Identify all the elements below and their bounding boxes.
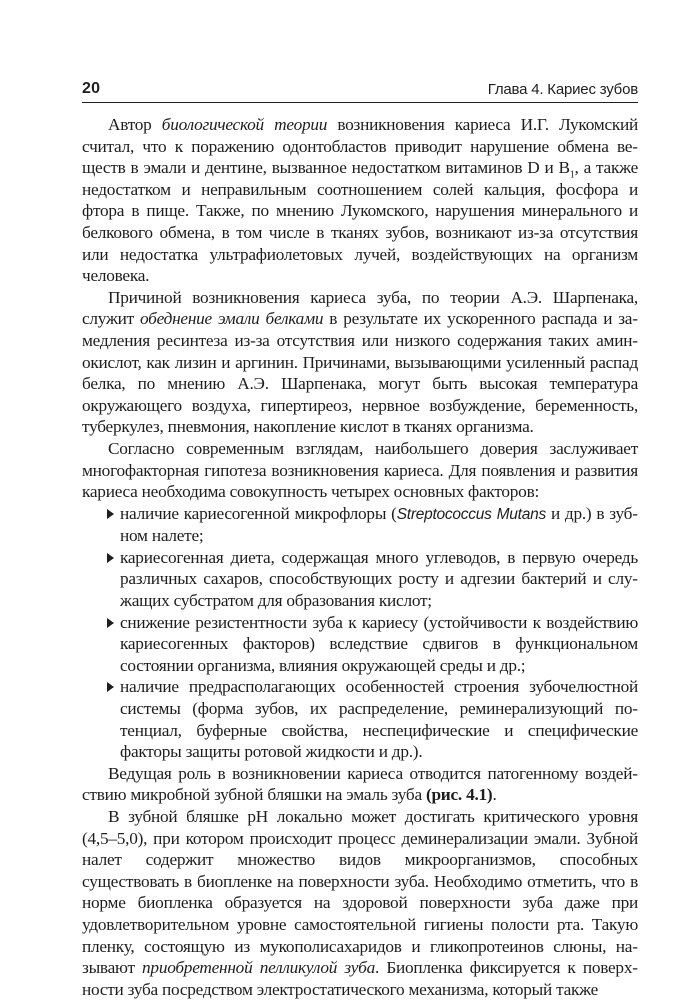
paragraph-sharpenak-theory	[82, 287, 638, 438]
page-header	[82, 78, 638, 103]
figure-reference: (рис. 4.1)	[425, 785, 493, 805]
triangle-bullet-icon	[107, 553, 114, 563]
text-run: Автор	[108, 115, 162, 134]
list-item	[82, 676, 638, 762]
text-run: и др.) в зубном налете;	[120, 503, 638, 546]
text-run: наличие предрасполагающих особенностей строения зубочелюстной системы (форма зубов, их распределение, реминерализующий потенциал, буферные свойства, неспецифические и специфические факторы защиты ротовой жидкости и др.).	[120, 677, 638, 762]
text-run: в результате их ускоренного распада и замедления ресинтеза из-за отсутствия или низкого содержания таких аминокислот, как лизин и аргинин. Причинами, вызывающими усиленный распад белка, по мнению А.Э. Шарпенака, могут быть высокая температура окружающего воздуха, гипертиреоз, нервное возбуждение, беременность, туберкулез, пневмония, накопление кислот в тканях организма.	[82, 309, 638, 437]
page-number: 20	[82, 80, 101, 97]
italic-term: приобретенной пелликулой зуба	[142, 958, 375, 978]
text-run: Причиной возникновения кариеса зуба, по теории А.Э. Шарпенака, служит	[82, 287, 638, 329]
paragraph-biological-theory	[82, 114, 638, 287]
paragraph-multifactor-hypothesis: Согласно современным взглядам, наибольшего доверия заслуживает многофакторная гипотеза возникновения кариеса. Для появления и развития кариеса необходима совокупность четырех основных факторов:	[82, 438, 638, 502]
running-title: Глава 4. Кариес зубов	[487, 81, 638, 98]
paragraph-dental-plaque	[82, 806, 638, 1000]
triangle-bullet-icon	[107, 509, 114, 519]
triangle-bullet-icon	[107, 682, 114, 692]
text-run: наличие кариесогенной микрофлоры (	[120, 503, 397, 523]
triangle-bullet-icon	[107, 618, 114, 628]
text-run: снижение резистентности зуба к кариесу (устойчивости к воздействию кариесогенных факторов) вследствие сдвигов в функциональном состоянии организма, влияния окружающей среды и др.;	[120, 612, 638, 675]
list-item	[82, 612, 638, 677]
text-run: .	[492, 785, 497, 805]
text-run: возникновения кариеса И.Г. Лукомский считал, что к поражению одонтобластов приводит нарушение обмена веществ в эмали и дентине, вызванное недостатком витаминов D и B	[82, 115, 639, 178]
text-run: В зубной бляшке pH локально может достигать критического уровня (4,5–5,0), при котором происходит процесс деминерализации эмали. Зубной налет содержит множество видов микроорганизмов, способных существовать в биопленке на поверхности зуба. Необходимо отметить, что в норме биопленка образуется на здоровой поверхности зуба даже при удовлетворительном уровне самостоятельной гигиены полости рта. Такую пленку, состоящую из мукополисахаридов и гликопротеинов слюны, называют	[82, 807, 638, 978]
list-item	[82, 547, 638, 612]
factor-list	[82, 503, 638, 763]
text-run: , а также недостатком и неправильным соотношением солей кальция, фосфора и фтора в пище. Также, по мнению Лукомского, нарушения минерального и белкового обмена, в том числе в тканях зубов, возникают из-за отсутствия или недостатка ультрафиолетовых лучей, воздействующих на организм человека.	[82, 158, 638, 286]
list-item	[82, 503, 638, 547]
text-run: кариесогенная диета, содержащая много углеводов, в первую очередь различных сахаров, способствующих росту и адгезии бактерий и служащих субстратом для образования кислот;	[120, 547, 638, 611]
italic-term: обеднение эмали белками	[139, 309, 324, 329]
body-text	[82, 114, 638, 1000]
text-run: . Биопленка фиксируется к поверхности зуба посредством электростатического механизма, который также	[82, 958, 638, 999]
paragraph-leading-role	[82, 763, 638, 806]
italic-term: биологической теории	[161, 115, 328, 134]
text-run: Ведущая роль в возникновении кариеса отводится патогенному воздействию микробной зубной бляшки на эмаль зуба	[82, 763, 638, 805]
subscript: 1	[569, 169, 575, 181]
italic-term: Streptococcus Mutans	[396, 505, 546, 523]
